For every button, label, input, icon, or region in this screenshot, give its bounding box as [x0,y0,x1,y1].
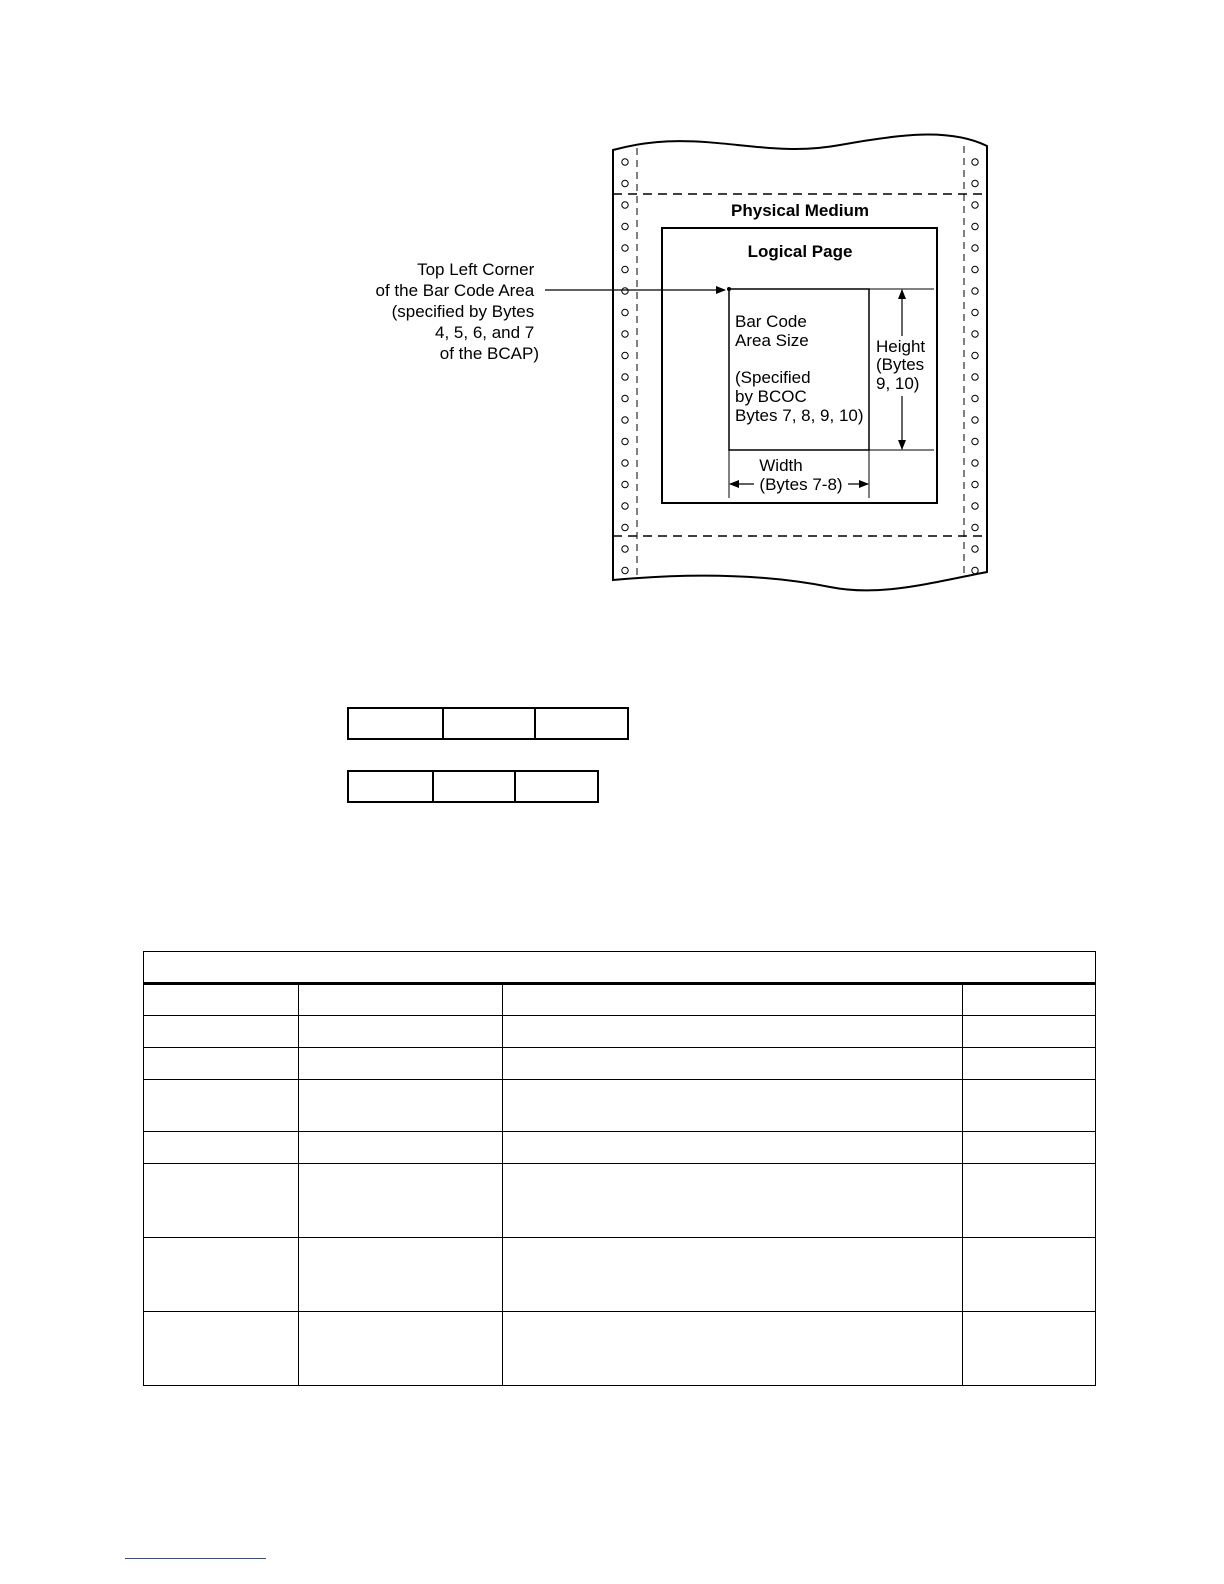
sprocket-hole [972,245,978,251]
table-cell [299,1164,503,1238]
table-header-cell [299,984,503,1016]
sprocket-hole [972,481,978,487]
table-cell [963,1238,1096,1312]
table-cell [144,1048,299,1080]
sprocket-hole [622,288,628,294]
area-size-text: Bar Code Area Size (Specified by BCOC Bytes 7, 8, 9, 10) [735,312,864,425]
sprocket-hole [972,438,978,444]
table-cell [299,1238,503,1312]
sprocket-hole [972,503,978,509]
top-left-corner-callout: Top Left Corner of the Bar Code Area (specified by Bytes 4, 5, 6, and 7 of the BCAP) [375,260,539,363]
sprocket-hole [972,524,978,530]
physical-medium-label: Physical Medium [731,201,869,220]
byte-box-cell [432,772,515,801]
structure-table [143,951,1096,1386]
table-cell [963,1016,1096,1048]
table-cell [963,1132,1096,1164]
sprocket-hole [622,223,628,229]
table-cell [144,1164,299,1238]
sprocket-hole [972,309,978,315]
table-row [144,1238,1096,1312]
table-cell [503,1164,963,1238]
table-row [144,1016,1096,1048]
table-cell [503,1080,963,1132]
sprocket-hole [972,223,978,229]
sprocket-hole [972,567,978,573]
table-cell [963,1048,1096,1080]
sprocket-hole [972,180,978,186]
sprocket-hole [622,417,628,423]
byte-box-cell [349,772,432,801]
logical-page-label: Logical Page [747,242,853,261]
table-cell [144,1016,299,1048]
table-cell [299,1048,503,1080]
sprocket-hole [972,352,978,358]
sprocket-hole [622,352,628,358]
sprocket-hole [622,266,628,272]
sprocket-hole [622,159,628,165]
sprocket-hole [622,481,628,487]
table-cell [963,1164,1096,1238]
sprocket-hole [622,546,628,552]
sprocket-hole [972,288,978,294]
sprocket-hole [622,309,628,315]
table-header-cell [503,984,963,1016]
width-bytes-label: (Bytes 7-8) [759,475,843,494]
sprocket-hole [972,417,978,423]
table-row [144,1132,1096,1164]
sprocket-hole [972,546,978,552]
sprocket-hole [622,567,628,573]
top-left-corner-point [727,287,731,291]
table-header-cell [144,984,299,1016]
table-row [144,1164,1096,1238]
table-cell [144,1132,299,1164]
sprocket-hole [622,503,628,509]
table-cell [144,1080,299,1132]
byte-box-cell [514,772,597,801]
table-row [144,1048,1096,1080]
sprocket-hole [972,159,978,165]
sprocket-hole [622,524,628,530]
table-cell [144,1238,299,1312]
height-label: Height (Bytes 9, 10) [876,337,926,393]
footnote-rule [125,1558,266,1559]
sprocket-hole [622,180,628,186]
table-cell [503,1238,963,1312]
sprocket-hole [622,438,628,444]
table-cell [963,1080,1096,1132]
sprocket-hole [622,374,628,380]
table-row [144,1312,1096,1386]
sprocket-hole [972,460,978,466]
table-cell [299,1132,503,1164]
width-label: Width [759,456,803,475]
byte-box-cell [442,709,535,738]
sprocket-hole [972,374,978,380]
table-cell [503,1048,963,1080]
sprocket-hole [972,331,978,337]
sprocket-hole [622,460,628,466]
table-cell [299,1312,503,1386]
table-title [144,952,1096,984]
table-cell [503,1016,963,1048]
sprocket-hole [972,202,978,208]
byte-box-cell [349,709,442,738]
table-header-row [144,984,1096,1016]
byte-box-row-2 [347,770,599,803]
sprocket-hole [622,202,628,208]
sprocket-hole [622,245,628,251]
table-cell [299,1080,503,1132]
sprocket-hole [622,395,628,401]
byte-box-cell [534,709,627,738]
sprocket-hole [972,395,978,401]
byte-box-row-1 [347,707,629,740]
sprocket-hole [972,266,978,272]
table-cell [299,1016,503,1048]
table-header-cell [963,984,1096,1016]
sprocket-hole [622,331,628,337]
table-title-row [144,952,1096,984]
table-cell [963,1312,1096,1386]
table-cell [503,1312,963,1386]
table-cell [144,1312,299,1386]
table-row [144,1080,1096,1132]
table-cell [503,1132,963,1164]
